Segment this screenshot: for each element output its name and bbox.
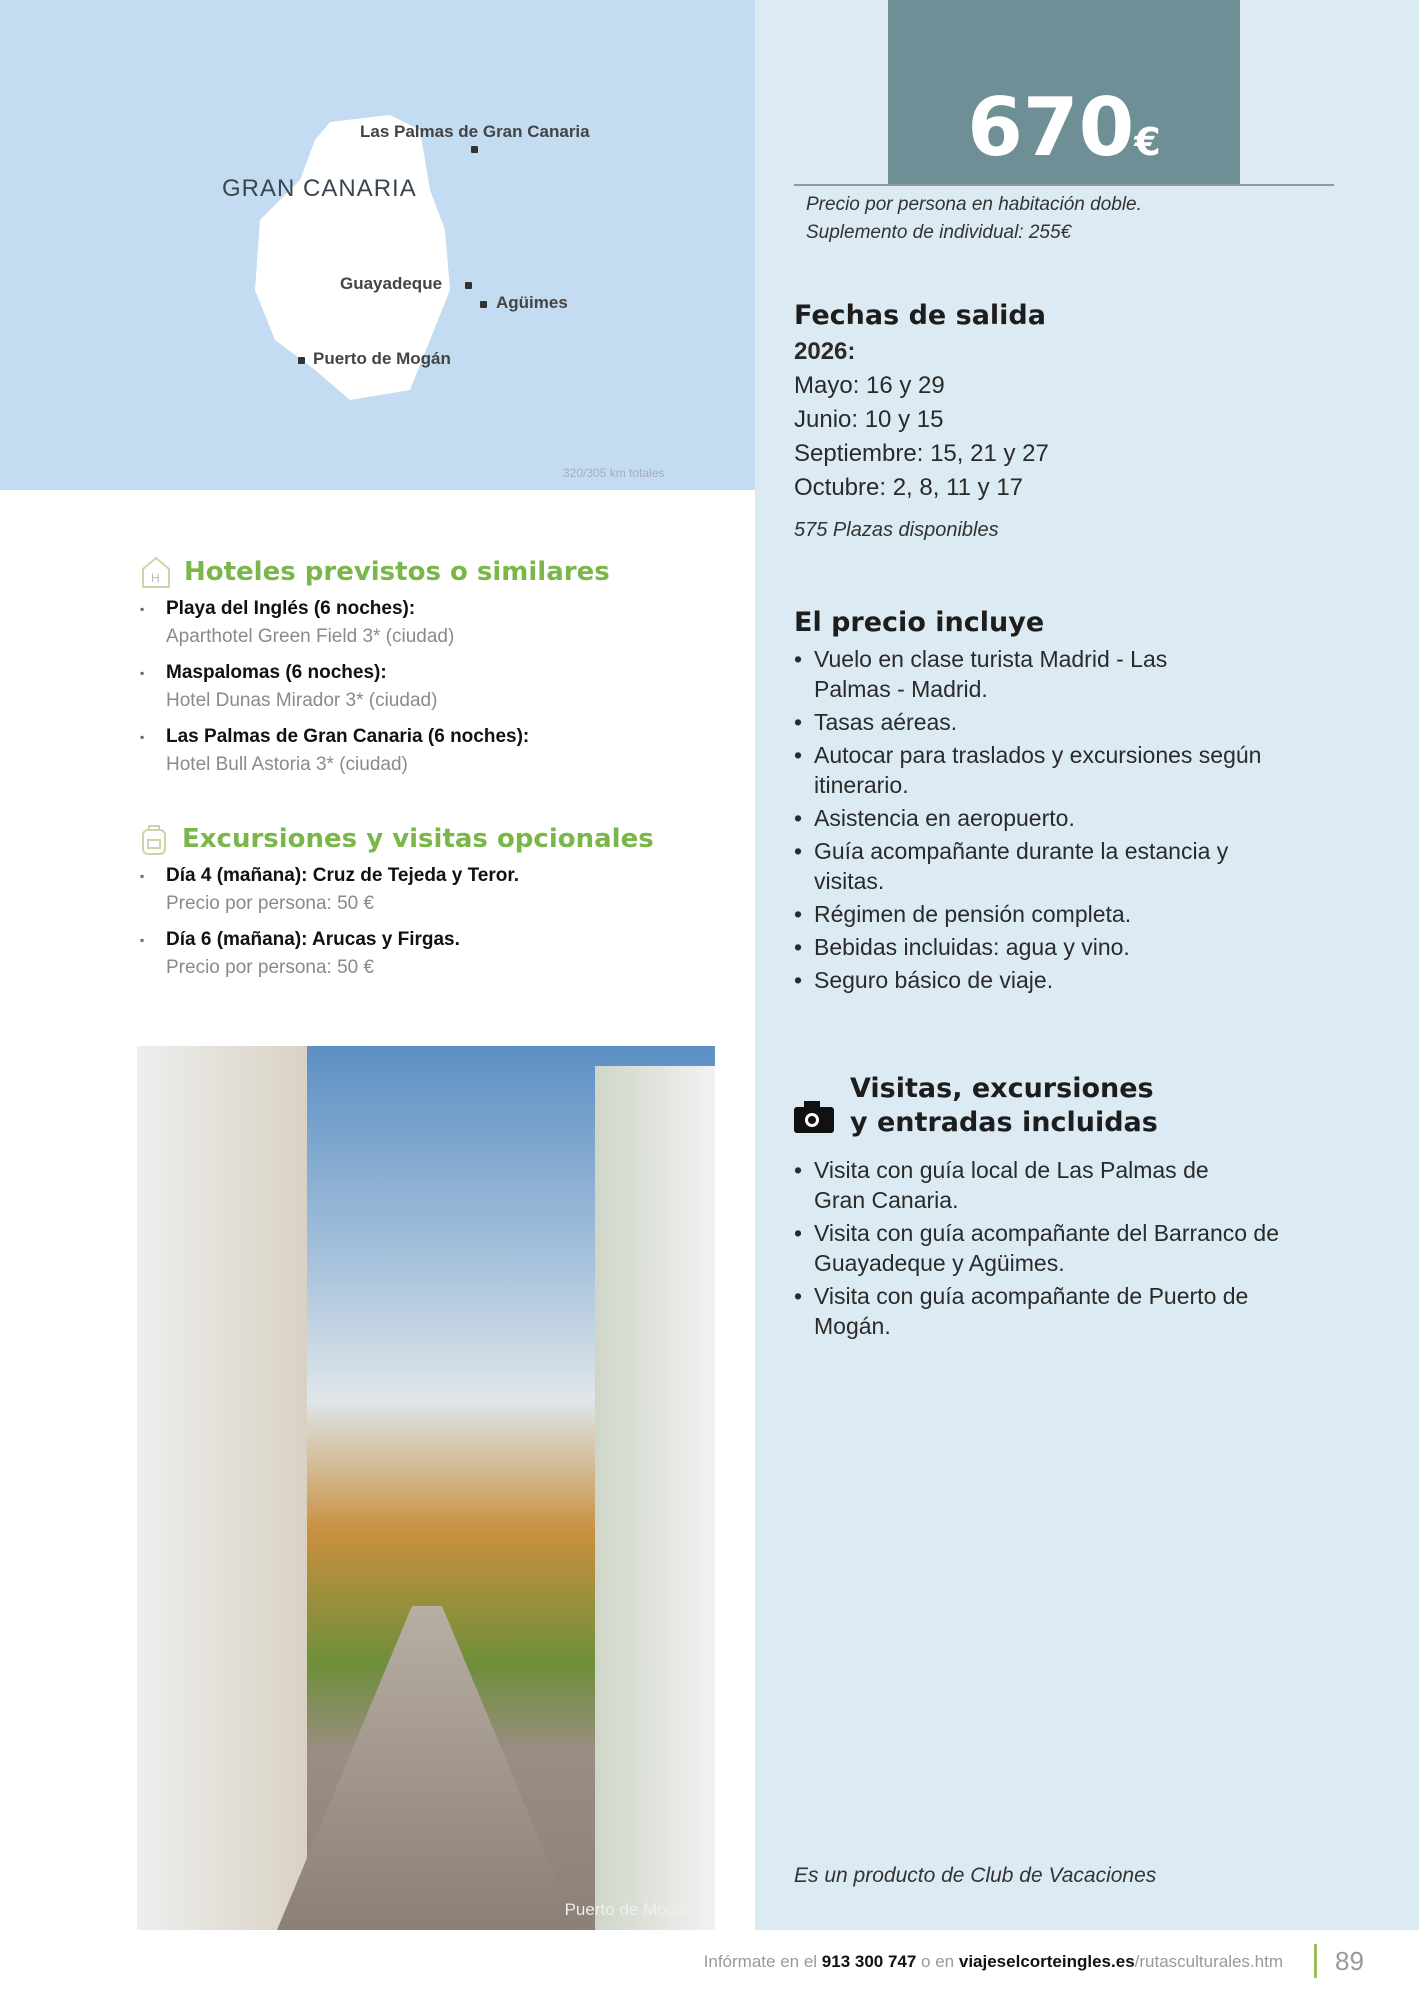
list-item: • Asistencia en aeropuerto. (794, 803, 1334, 833)
hotel-item (140, 659, 740, 715)
visits-title-line2: y entradas incluidas (850, 1107, 1158, 1138)
map-scale-note: 320/305 km totales (563, 466, 665, 480)
excursion-price: Precio por persona: 50 € (166, 957, 375, 978)
map (0, 0, 755, 490)
hotel-icon (140, 555, 172, 589)
street-photo (137, 1046, 715, 1930)
optional-title: Excursiones y visitas opcionales (182, 824, 654, 854)
hotel-name: Hotel Bull Astoria 3* (ciudad) (166, 754, 408, 775)
date-row: Junio: 10 y 15 (794, 406, 944, 433)
place-dot (471, 146, 478, 153)
footer-site-link[interactable]: viajeselcorteingles.es (958, 1952, 1135, 1971)
camera-icon (794, 1101, 834, 1133)
footer-divider (1314, 1944, 1317, 1978)
place-dot (465, 282, 472, 289)
footer-phone[interactable]: 913 300 747 (821, 1952, 917, 1971)
price-note: Precio por persona en habitación doble. (806, 194, 1142, 215)
place-dot (298, 357, 305, 364)
excursion-price: Precio por persona: 50 € (166, 893, 375, 914)
hotels-section (140, 555, 740, 787)
svg-text:H: H (151, 571, 160, 585)
list-item: • Visita con guía local de Las Palmas de Gran Canaria. (794, 1155, 1244, 1215)
hotel-item (140, 595, 740, 651)
dates-year: 2026: (794, 338, 856, 365)
footer-text: Infórmate en el (703, 1952, 822, 1971)
price-currency: € (1134, 120, 1161, 164)
place-label: Puerto de Mogán (313, 349, 451, 368)
place-label: Guayadeque (340, 274, 443, 293)
date-row: Octubre: 2, 8, 11 y 17 (794, 474, 1024, 501)
date-row: Septiembre: 15, 21 y 27 (794, 440, 1049, 467)
footer-site-path[interactable]: /rutasculturales.htm (1134, 1952, 1283, 1971)
list-item: • Vuelo en clase turista Madrid - Las Palmas - Madrid. (794, 644, 1194, 704)
list-item: • Visita con guía acompañante del Barranco de Guayadeque y Agüimes. (794, 1218, 1334, 1278)
hotel-name: Aparthotel Green Field 3* (ciudad) (166, 626, 455, 647)
price-amount: 670 (967, 81, 1135, 174)
includes-section (794, 607, 1334, 998)
hotels-title: Hoteles previstos o similares (184, 557, 610, 587)
producer-note: Es un producto de Club de Vacaciones (794, 1864, 1157, 1887)
hotel-location: Las Palmas de Gran Canaria (6 noches): (166, 726, 530, 747)
hotel-location: Playa del Inglés (6 noches): (166, 598, 416, 619)
hotel-item (140, 723, 740, 779)
list-item: • Seguro básico de viaje. (794, 965, 1334, 995)
optional-section (140, 822, 740, 990)
excursion-name: Día 6 (mañana): Arucas y Firgas. (166, 929, 460, 950)
includes-title: El precio incluye (794, 607, 1045, 638)
hotel-location: Maspalomas (6 noches): (166, 662, 387, 683)
list-item: • Bebidas incluidas: agua y vino. (794, 932, 1334, 962)
place-label: Las Palmas de Gran Canaria (360, 122, 590, 141)
visits-section (794, 1073, 1334, 1344)
list-item: • Autocar para traslados y excursiones según itinerario. (794, 740, 1334, 800)
supplement-note: Suplemento de individual: 255€ (806, 222, 1072, 243)
dates-section (794, 300, 1049, 542)
footer-text: o en (916, 1952, 959, 1971)
place-dot (480, 301, 487, 308)
place-label: Agüimes (496, 293, 568, 312)
island-label: GRAN CANARIA (222, 175, 417, 202)
backpack-icon (140, 822, 168, 856)
date-row: Mayo: 16 y 29 (794, 372, 945, 399)
list-item: • Visita con guía acompañante de Puerto de Mogán. (794, 1281, 1294, 1341)
price-box (888, 0, 1240, 185)
excursion-item (140, 926, 740, 982)
excursion-name: Día 4 (mañana): Cruz de Tejeda y Teror. (166, 865, 520, 886)
hotel-name: Hotel Dunas Mirador 3* (ciudad) (166, 690, 438, 711)
excursion-item (140, 862, 740, 918)
list-item: • Guía acompañante durante la estancia y visitas. (794, 836, 1294, 896)
divider (794, 184, 1334, 186)
visits-title-line1: Visitas, excursiones (850, 1073, 1154, 1104)
list-item: • Régimen de pensión completa. (794, 899, 1334, 929)
dates-title: Fechas de salida (794, 300, 1046, 331)
photo-caption: Puerto de Mogán (564, 1900, 695, 1919)
list-item: • Tasas aéreas. (794, 707, 1334, 737)
page-number: 89 (1335, 1946, 1364, 1976)
seats-available: 575 Plazas disponibles (794, 519, 999, 541)
